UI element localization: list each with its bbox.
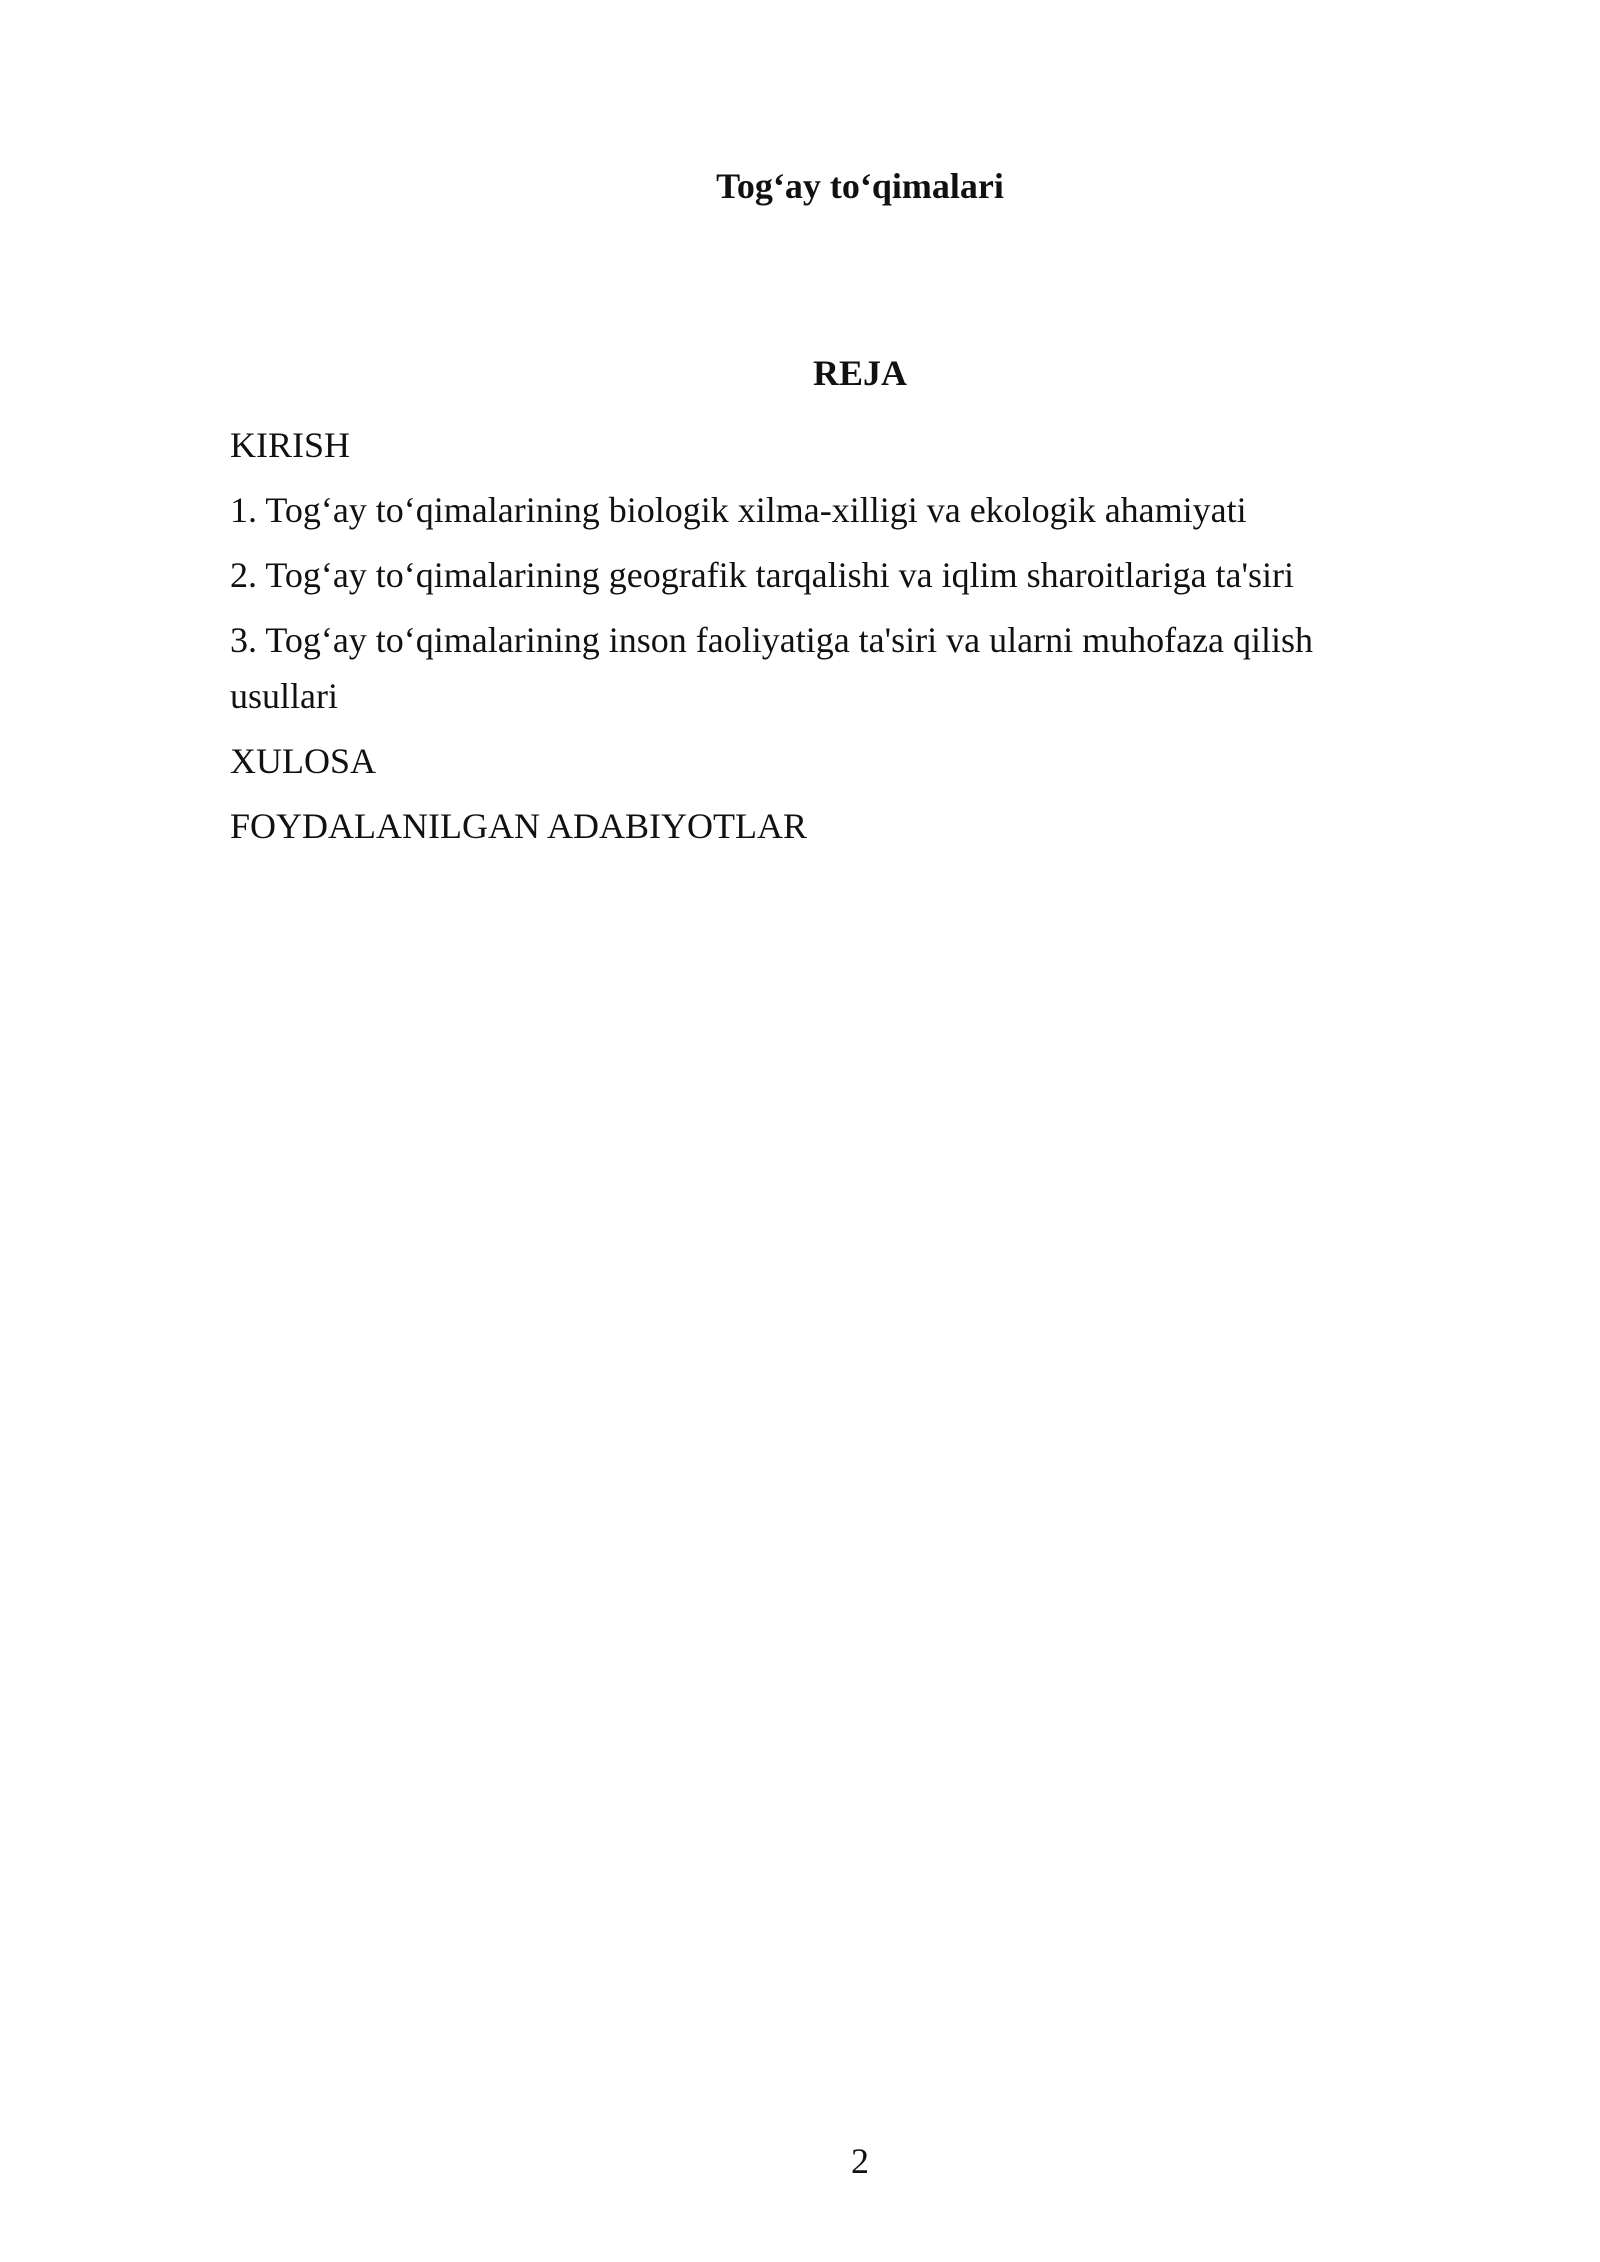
plan-heading: REJA [812,353,907,393]
plan-list [230,417,1390,863]
plan-item-1: 1. Tog‘ay to‘qimalarining biologik xilma-xilligi va ekologik ahamiyati [230,490,1247,530]
plan-item-conclusion: XULOSA [230,741,377,781]
plan-item-2: 2. Tog‘ay to‘qimalarining geografik tarqalishi va iqlim sharoitlariga ta'siri [230,555,1295,595]
plan-item-3: 3. Tog‘ay to‘qimalarining inson faoliyatiga ta'siri va ularni muhofaza qilish usullari [230,620,1314,716]
plan-item-references: FOYDALANILGAN ADABIYOTLAR [230,806,807,846]
document-title: Tog‘ay to‘qimalari [716,166,1004,206]
plan-item-introduction: KIRISH [230,425,351,465]
page-number: 2 [851,2141,869,2181]
